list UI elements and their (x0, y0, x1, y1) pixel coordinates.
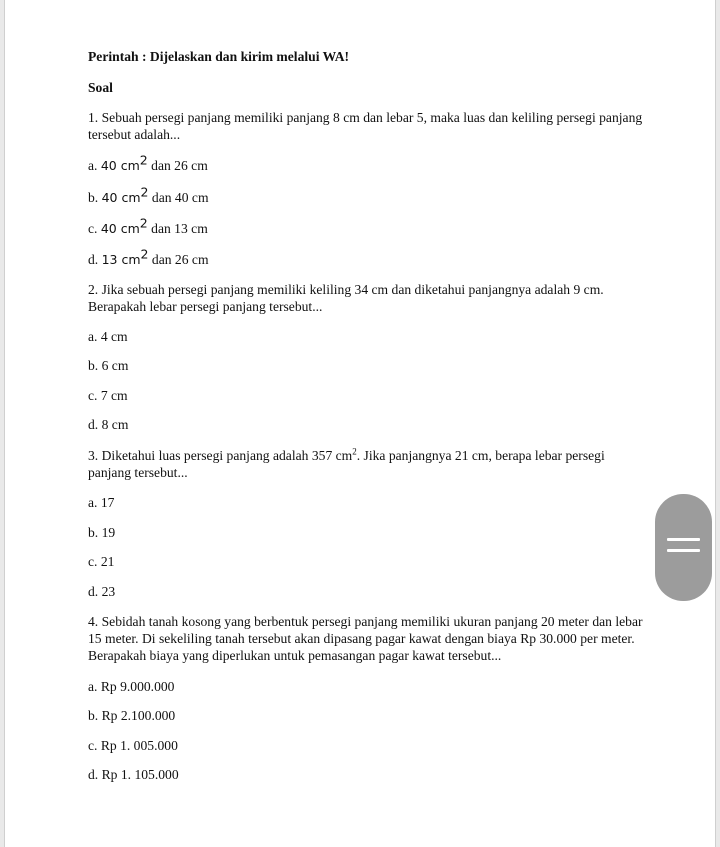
option-suffix: dan 13 cm (151, 221, 208, 236)
option-exponent: 2 (139, 215, 148, 231)
option-exponent: 2 (140, 184, 149, 200)
question-1-option-a (88, 152, 208, 174)
question-3-text-after: . Jika panjangnya 21 cm, berapa lebar persegi panjang tersebut... (88, 448, 605, 480)
question-3-text (88, 447, 648, 481)
question-2-option-d: d. 8 cm (88, 417, 129, 432)
option-value: 40 cm (100, 221, 140, 236)
question-3-option-d: d. 23 (88, 584, 116, 599)
question-2-option-b: b. 6 cm (88, 358, 129, 373)
option-prefix: c. (88, 221, 98, 236)
option-suffix: dan 40 cm (151, 190, 209, 205)
question-3-option-b: b. 19 (88, 525, 116, 540)
option-value: 40 cm (100, 158, 140, 173)
question-2-text: 2. Jika sebuah persegi panjang memiliki keliling 34 cm dan diketahui panjangnya adalah 9 cm. Berapakah lebar persegi panjang tersebut... (88, 282, 604, 314)
grip-line-icon (667, 549, 700, 552)
option-exponent: 2 (140, 246, 149, 262)
option-value: 13 cm (101, 252, 141, 267)
question-4-option-b: b. Rp 2.100.000 (88, 708, 176, 723)
option-prefix: d. (88, 252, 99, 267)
question-1-option-d (88, 246, 209, 268)
question-4-option-a: a. Rp 9.000.000 (88, 679, 175, 694)
section-title: Soal (88, 80, 113, 95)
option-suffix: dan 26 cm (151, 252, 209, 267)
option-prefix: b. (88, 190, 99, 205)
question-2-option-a: a. 4 cm (88, 329, 128, 344)
question-4-option-c: c. Rp 1. 005.000 (88, 738, 178, 753)
question-4-option-d: d. Rp 1. 105.000 (88, 767, 179, 782)
question-3-text-before: 3. Diketahui luas persegi panjang adalah 357 cm (88, 448, 353, 463)
scroll-handle[interactable] (655, 494, 712, 601)
question-1-text: 1. Sebuah persegi panjang memiliki panjang 8 cm dan lebar 5, maka luas dan keliling persegi panjang tersebut adalah... (88, 110, 643, 142)
question-2-option-c: c. 7 cm (88, 388, 128, 403)
option-exponent: 2 (139, 152, 148, 168)
question-4-text: 4. Sebidah tanah kosong yang berbentuk persegi panjang memiliki ukuran panjang 20 meter dan lebar 15 meter. Di sekeliling tanah tersebut akan dipasang pagar kawat dengan biaya Rp 30.000 per meter. Berapakah biaya yang diperlukan untuk pemasangan pagar kawat tersebut... (88, 614, 643, 663)
question-1-option-c (88, 215, 208, 237)
question-3-option-a: a. 17 (88, 495, 115, 510)
question-3-option-c: c. 21 (88, 554, 115, 569)
document-page (4, 0, 716, 847)
grip-line-icon (667, 538, 700, 541)
instruction-text: Perintah : Dijelaskan dan kirim melalui WA! (88, 49, 350, 64)
question-3-exponent: 2 (352, 446, 357, 457)
question-1-option-b (88, 184, 209, 206)
option-value: 40 cm (101, 190, 141, 205)
option-suffix: dan 26 cm (151, 158, 208, 173)
option-prefix: a. (88, 158, 98, 173)
